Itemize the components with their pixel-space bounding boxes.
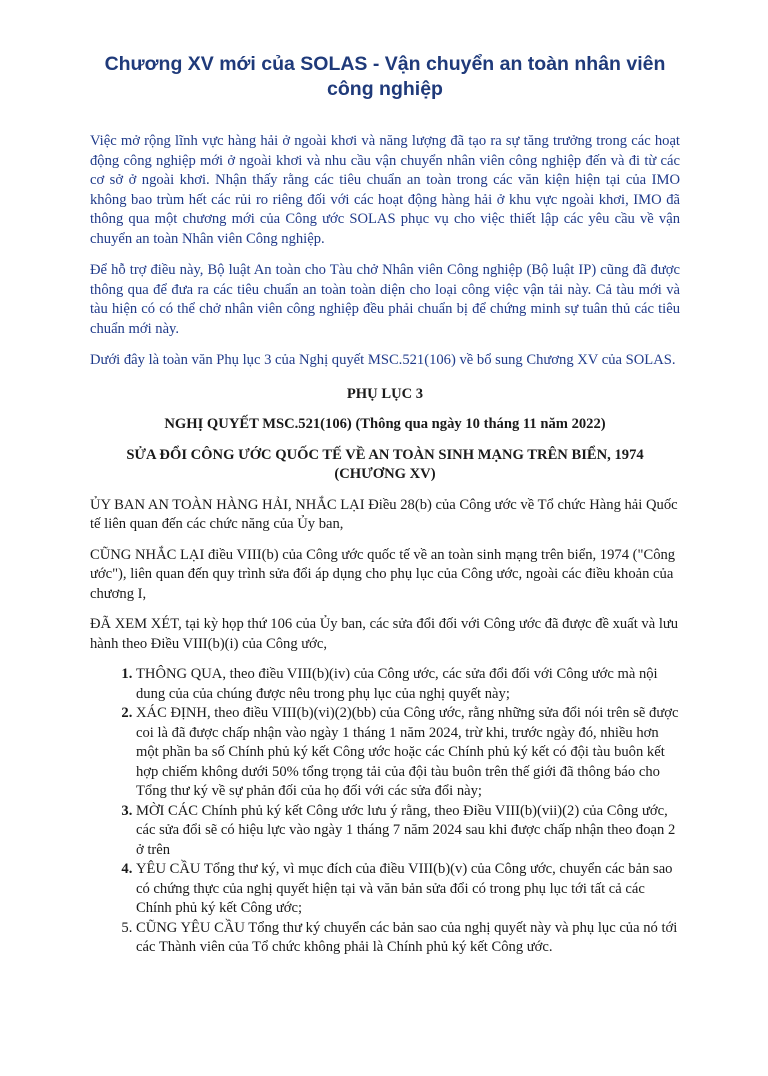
intro-paragraph: Dưới đây là toàn văn Phụ lục 3 của Nghị quyết MSC.521(106) về bổ sung Chương XV của SOLAS. [90, 352, 676, 368]
list-item: 1. THÔNG QUA, theo điều VIII(b)(iv) của Công ước, các sửa đổi đối với Công ước mà nội dung của của chúng được nêu trong phụ lục của nghị quyết này; [136, 665, 680, 704]
page-title: Chương XV mới của SOLAS - Vận chuyển an toàn nhân viên công nghiệp [104, 53, 666, 100]
preamble-paragraph: ĐÃ XEM XÉT, tại kỳ họp thứ 106 của Ủy ban, các sửa đổi đối với Công ước đã được đề xuất và lưu hành theo Điều VIII(b)(i) của Công ước, [90, 616, 679, 652]
list-item: 5. CŨNG YÊU CẦU Tổng thư ký chuyển các bản sao của nghị quyết này và phụ lục của nó tới các Thành viên của Tổ chức không phải là Chính phủ ký kết Công ước. [136, 919, 680, 958]
resolution-heading: NGHỊ QUYẾT MSC.521(106) (Thông qua ngày 10 tháng 11 năm 2022) [164, 416, 606, 432]
intro-paragraph: Để hỗ trợ điều này, Bộ luật An toàn cho Tàu chở Nhân viên Công nghiệp (Bộ luật IP) cũng đã được thông qua để đưa ra các tiêu chuẩn an toàn toàn diện cho loại công việc vận tải này. Cả tàu mới và tàu hiện có có thể chở nhân viên công nghiệp đều phải chuẩn bị để chứng minh sự tuân thủ các tiêu chuẩn mới này. [90, 262, 680, 337]
list-item: 4. YÊU CẦU Tổng thư ký, vì mục đích của điều VIII(b)(v) của Công ước, chuyển các bản sao có chứng thực của nghị quyết hiện tại và văn bản sửa đổi có trong phụ lục tới tất cả các Chính phủ ký kết Công ước; [136, 860, 680, 919]
list-item: 3. MỜI CÁC Chính phủ ký kết Công ước lưu ý rằng, theo Điều VIII(b)(vii)(2) của Công ước, các sửa đổi sẽ có hiệu lực vào ngày 1 tháng 7 năm 2024 sau khi được chấp nhận theo đoạn 2 ở trên [136, 802, 680, 861]
amendment-heading: SỬA ĐỔI CÔNG ƯỚC QUỐC TẾ VỀ AN TOÀN SINH MẠNG TRÊN BIỂN, 1974 (CHƯƠNG XV) [126, 446, 644, 482]
appendix-heading: PHỤ LỤC 3 [346, 385, 424, 402]
document-page [0, 52, 768, 1076]
preamble-paragraph: CŨNG NHẮC LẠI điều VIII(b) của Công ước quốc tế về an toàn sinh mạng trên biển, 1974 ("Công ước"), liên quan đến quy trình sửa đổi áp dụng cho phụ lục của Công ước, ngoài các điều khoản của chương I, [90, 546, 676, 602]
list-item: 2. XÁC ĐỊNH, theo điều VIII(b)(vi)(2)(bb) của Công ước, rằng những sửa đổi nói trên sẽ được coi là đã được chấp nhận vào ngày 1 tháng 1 năm 2024, trừ khi, trước ngày đó, nhiều hơn một phần ba số Chính phủ ký kết Công ước hoặc các Chính phủ ký kết có đội tàu buôn kết hợp chiếm không dưới 50% tổng trọng tải của đội tàu buôn trên thế giới đã thông báo cho Tổng thư ký về sự phản đối của họ đối với các sửa đổi này; [136, 704, 680, 802]
resolution-list [90, 665, 680, 958]
intro-section [90, 132, 680, 371]
preamble-paragraph: ỦY BAN AN TOÀN HÀNG HẢI, NHẮC LẠI Điều 28(b) của Công ước về Tổ chức Hàng hải Quốc tế liên quan đến các chức năng của Ủy ban, [90, 496, 678, 532]
intro-paragraph: Việc mở rộng lĩnh vực hàng hải ở ngoài khơi và năng lượng đã tạo ra sự tăng trưởng trong các hoạt động công nghiệp mới ở ngoài khơi và nhu cầu vận chuyển nhân viên công nghiệp đến và đi từ các cơ sở ở ngoài khơi. Nhận thấy rằng các tiêu chuẩn an toàn trong các văn kiện hiện tại của IMO không bao trùm hết các rủi ro riêng đối với các hoạt động hàng hải ở khu vực ngoài khơi, IMO đã thông qua một chương mới của Công ước SOLAS phục vụ cho việc thiết lập các yêu cầu về vận chuyển an toàn Nhân viên Công nghiệp. [90, 133, 680, 247]
